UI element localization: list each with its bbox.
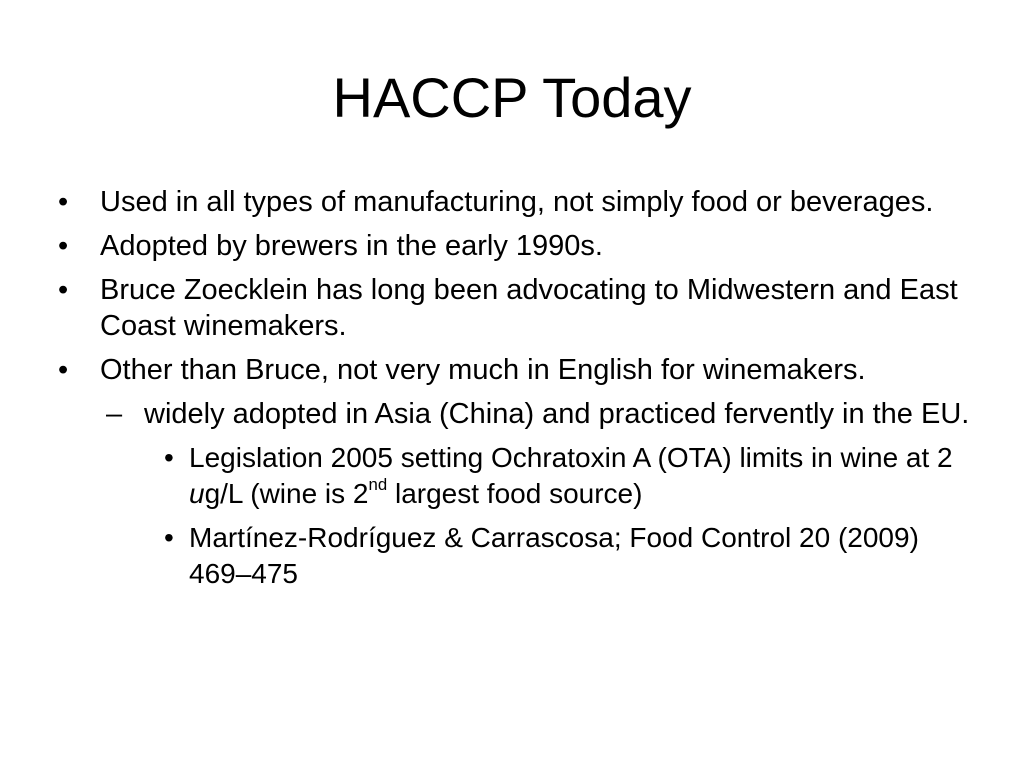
legislation-text-start: Legislation 2005 setting Ochratoxin A (OTA) limits in wine at 2 [189,442,953,473]
bullet-text: Other than Bruce, not very much in English for winemakers. [100,354,866,386]
legislation-text-end: largest food source) [387,478,643,509]
bullet-item [56,184,976,220]
legislation-text [189,442,953,509]
bullet-item [56,352,976,388]
sub-bullet-marker: – [106,398,123,430]
sub-sub-bullet-marker: • [164,522,174,553]
bullet-text: Used in all types of manufacturing, not simply food or beverages. [100,186,934,218]
bullet-marker: • [58,230,69,262]
bullet-item [56,272,976,344]
slide-title: HACCP Today [332,66,692,129]
sub-bullet-item [56,396,976,432]
sub-bullet-text: widely adopted in Asia (China) and practiced fervently in the EU. [144,398,970,430]
unit-italic-u: u [189,478,205,509]
citation-text: Martínez-Rodríguez & Carrascosa; Food Control 20 (2009) 469–475 [189,522,919,589]
bullet-text: Adopted by brewers in the early 1990s. [100,230,603,262]
bullet-marker: • [58,354,69,386]
bullet-marker: • [58,274,69,306]
slide-body [56,184,976,600]
bullet-item [56,228,976,264]
sub-sub-bullet-item [56,520,976,592]
bullet-text: Bruce Zoecklein has long been advocating to Midwestern and East Coast winemakers. [100,274,958,342]
legislation-text-middle: g/L (wine is 2 [204,478,369,509]
bullet-marker: • [58,186,69,218]
sub-sub-bullet-marker: • [164,442,174,473]
sub-sub-bullet-item [56,440,976,512]
ordinal-superscript: nd [368,475,388,495]
